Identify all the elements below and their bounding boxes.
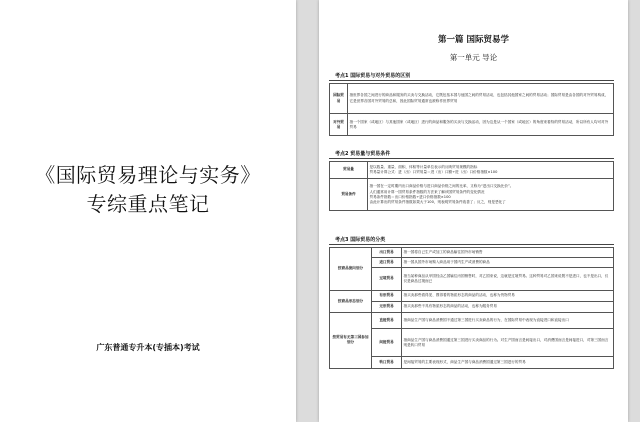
- row-text: 指一个国家（或地区）与其他国家（或地区）进行的商品和服务的买卖与交换活动，因为这是从一个国家（或地区）的角度来看待的贸易活动，所以所有人均可对外贸易: [348, 114, 614, 136]
- table-row: [330, 301, 614, 312]
- part-title: 第一篇 国际贸易学: [438, 35, 509, 45]
- row-label: 对外贸易: [330, 114, 348, 136]
- section-heading: 考点1 国际贸易与对外贸易的区别: [335, 73, 411, 79]
- row-name: 有形贸易: [372, 290, 402, 301]
- row-text: 指当某种商品从甲国经由乙国输往丙国销售时，对乙国来说，这就是过境贸易。这种贸易对乙国来说既不是进口，也不是出口，仅仅是商品过境而已: [402, 268, 614, 290]
- text-line: 贸易量计算公式：进（出）口贸易量＝进（出）口额÷进（出）口价格指数×100: [369, 170, 498, 175]
- row-text: 指商品生产国与商品消费国不通过第三国进行买卖商品的行为，在国际贸易中表现为直接进口和直接出口: [402, 312, 614, 328]
- row-text: 指世界各国之间进行的商品和服务的买卖与交换活动，它既包括本国与他国之间的贸易活动，也包括其他国家之间的贸易活动；国际贸易是由各国的对外贸易构成，它是世界各国对外贸易的总和，因此国际贸易通常也被称作世界贸易: [348, 84, 614, 114]
- table-row: [330, 268, 614, 290]
- cover-page: [0, 0, 296, 422]
- row-name: 过境贸易: [372, 268, 402, 290]
- row-text: 指一国从国外市场购入商品用于国内生产或消费的商品: [402, 258, 614, 268]
- row-label: 贸易条件: [330, 179, 368, 211]
- table-row: [330, 312, 614, 328]
- content-page: [319, 0, 628, 422]
- row-name: 出口贸易: [372, 248, 402, 258]
- group-label: 按贸易有无第三国参加划分: [330, 312, 372, 368]
- section-heading: 考点3 国际贸易的分类: [335, 237, 386, 243]
- row-text: [368, 179, 614, 211]
- row-name: 间接贸易: [372, 329, 402, 357]
- row-label: 贸易量: [330, 162, 368, 179]
- text-line: 指一国在一定时期内出口商品价格与进口商品价格之间的比率，又称为“进出口交换比价”。: [369, 184, 514, 189]
- row-label: 国际贸易: [330, 84, 348, 114]
- row-name: 进口贸易: [372, 258, 402, 268]
- table-row: [330, 290, 614, 301]
- cover-footer: 广东普通专升本(专插本)考试: [96, 343, 200, 352]
- table-row: [330, 248, 614, 258]
- table-row: [330, 329, 614, 357]
- row-text: 指买卖那些看得见、摸得着的物质形态的商品的活动，也称为货物贸易: [402, 290, 614, 301]
- section-rule: [329, 158, 614, 159]
- classification-table: [329, 247, 614, 369]
- differences-table: [329, 83, 614, 136]
- table-row: [330, 114, 614, 136]
- table-row: [330, 162, 614, 179]
- group-label: 按商品流向划分: [330, 248, 372, 291]
- row-text: 指商品生产国与商品消费国通过第三国进行买卖商品的行为。对生产国而言是间接出口，对消费国而言是间接进口，对第三国而言则是转口贸易: [402, 329, 614, 357]
- section-heading: 考点2 贸易量与贸易条件: [335, 151, 391, 157]
- table-row: [330, 357, 614, 368]
- row-text: 指一国将自己生产或加工的商品输往国外市场销售: [402, 248, 614, 258]
- cover-title: 《国际贸易理论与实务》: [35, 163, 261, 187]
- table-row: [330, 258, 614, 268]
- row-text: 是间接贸易的主要表现形式，商品生产国与商品消费国通过第三国进行的贸易: [402, 357, 614, 368]
- text-line: 贸易条件指数＝出口价格指数÷进口价格指数×100: [369, 194, 451, 199]
- row-text: 指买卖那些不具有物质形态的商品的活动，也称为服务贸易: [402, 301, 614, 312]
- section-rule: [329, 244, 614, 245]
- table-row: [330, 179, 614, 211]
- trade-terms-table: [329, 161, 614, 211]
- cover-subtitle: 专综重点笔记: [86, 192, 210, 216]
- text-line: 由此计算出的贸易条件指数如果大于100，则表明贸易条件改善了；反之，则是恶化了: [369, 199, 506, 204]
- table-row: [330, 84, 614, 114]
- text-line: 是以数量、重量、面积、体积等计量单位表示的反映贸易规模的指标: [369, 164, 478, 169]
- unit-title: 第一单元 导论: [449, 53, 498, 62]
- row-name: 无形贸易: [372, 301, 402, 312]
- row-text: [368, 162, 614, 179]
- section-rule: [329, 80, 614, 81]
- text-line: 人们通常用计算一国贸易条件指数的方法来了解该国贸易条件的变化情况: [369, 189, 485, 194]
- row-name: 直接贸易: [372, 312, 402, 328]
- group-label: 按商品形态划分: [330, 290, 372, 312]
- row-name: 转口贸易: [372, 357, 402, 368]
